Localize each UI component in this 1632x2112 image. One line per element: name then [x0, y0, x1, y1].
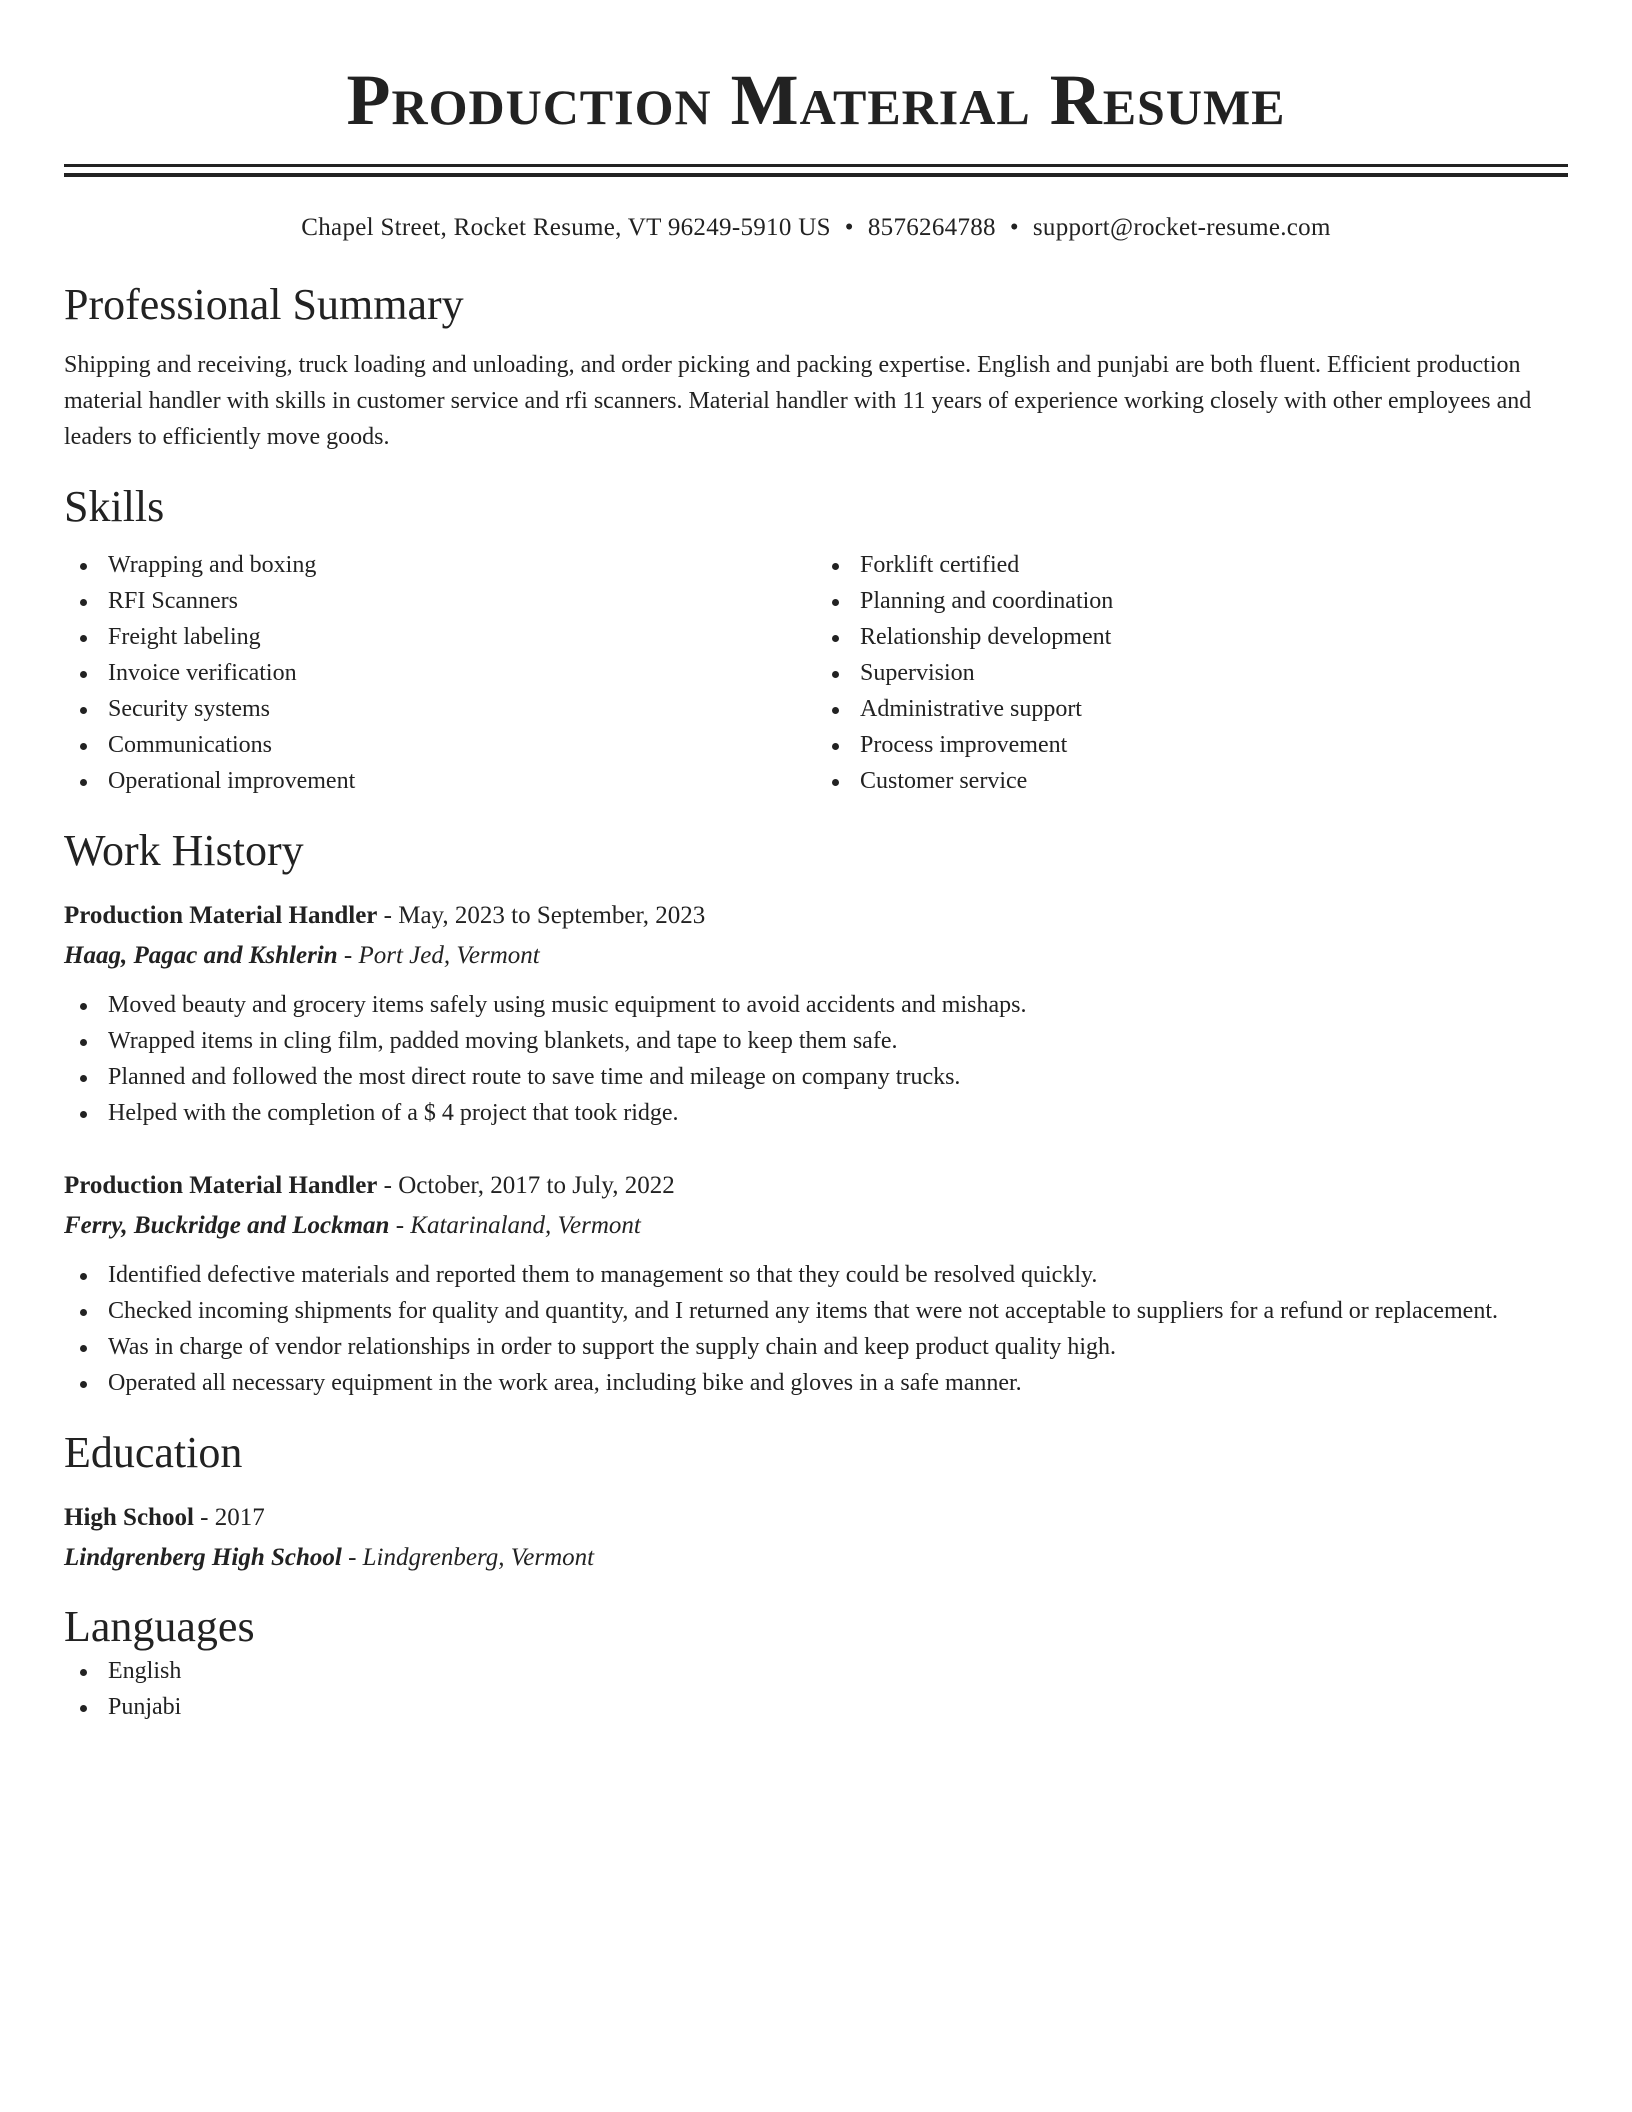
- education-school: Lindgrenberg High School: [64, 1544, 342, 1571]
- page-title: Production Material Resume: [346, 60, 1286, 140]
- education-dash: -: [341, 1544, 363, 1571]
- job-dash: -: [377, 1172, 399, 1199]
- languages-list: [64, 1653, 1568, 1725]
- job-duty: Operated all necessary equipment in the work area, including bike and gloves in a safe manner.: [64, 1365, 1568, 1401]
- contact-line: [64, 213, 1568, 243]
- skill-item: Supervision: [816, 655, 1568, 691]
- skill-item: Security systems: [64, 691, 816, 727]
- job-duties-list: [64, 987, 1568, 1131]
- skill-item: Communications: [64, 727, 816, 763]
- job-company: Ferry, Buckridge and Lockman: [64, 1212, 390, 1239]
- language-item: Punjabi: [64, 1689, 1568, 1725]
- job-location: Katarinaland, Vermont: [410, 1212, 641, 1239]
- education-entry: [64, 1501, 1568, 1575]
- education-degree-line: [64, 1501, 1568, 1535]
- skills-list-left: [64, 547, 816, 799]
- job-duty: Moved beauty and grocery items safely using music equipment to avoid accidents and mishaps.: [64, 987, 1568, 1023]
- skill-item: Forklift certified: [816, 547, 1568, 583]
- job-company: Haag, Pagac and Kshlerin: [64, 942, 338, 969]
- job-duty: Planned and followed the most direct route to save time and mileage on company trucks.: [64, 1059, 1568, 1095]
- job-duties-list: [64, 1257, 1568, 1401]
- skills-column-right: [816, 547, 1568, 799]
- job-duty: Checked incoming shipments for quality and quantity, and I returned any items that were not acceptable to suppliers for a refund or replacement.: [64, 1293, 1568, 1329]
- job-dash: -: [337, 942, 359, 969]
- skill-item: Freight labeling: [64, 619, 816, 655]
- job-location: Port Jed, Vermont: [358, 942, 540, 969]
- skills-list-right: [816, 547, 1568, 799]
- skill-item: Customer service: [816, 763, 1568, 799]
- job-entry: [64, 1169, 1568, 1401]
- skill-item: Operational improvement: [64, 763, 816, 799]
- skills-grid: [64, 547, 1568, 799]
- job-title: Production Material Handler: [64, 902, 378, 929]
- education-degree: High School: [64, 1504, 194, 1531]
- work-history-heading: Work History: [64, 826, 304, 875]
- job-title: Production Material Handler: [64, 1172, 378, 1199]
- job-title-line: [64, 1169, 1568, 1203]
- skill-item: Process improvement: [816, 727, 1568, 763]
- language-item: English: [64, 1653, 1568, 1689]
- job-dates: May, 2023 to September, 2023: [398, 902, 706, 929]
- job-duty: Wrapped items in cling film, padded moving blankets, and tape to keep them safe.: [64, 1023, 1568, 1059]
- title-divider: [64, 164, 1568, 177]
- contact-email: support@rocket-resume.com: [1032, 214, 1331, 241]
- skill-item: Invoice verification: [64, 655, 816, 691]
- skill-item: Administrative support: [816, 691, 1568, 727]
- education-year: 2017: [214, 1504, 265, 1531]
- education-heading: Education: [64, 1428, 243, 1477]
- skills-heading: Skills: [64, 482, 165, 531]
- job-duty: Helped with the completion of a $ 4 project that took ridge.: [64, 1095, 1568, 1131]
- contact-phone: 8576264788: [867, 214, 996, 241]
- job-dash: -: [389, 1212, 411, 1239]
- skill-item: Wrapping and boxing: [64, 547, 816, 583]
- skill-item: Relationship development: [816, 619, 1568, 655]
- job-duty: Was in charge of vendor relationships in order to support the supply chain and keep product quality high.: [64, 1329, 1568, 1365]
- job-title-line: [64, 899, 1568, 933]
- skills-column-left: [64, 547, 816, 799]
- skill-item: RFI Scanners: [64, 583, 816, 619]
- languages-heading: Languages: [64, 1602, 255, 1651]
- education-school-line: [64, 1541, 1568, 1575]
- skill-item: Planning and coordination: [816, 583, 1568, 619]
- job-company-line: [64, 1209, 1568, 1243]
- education-location: Lindgrenberg, Vermont: [362, 1544, 595, 1571]
- job-entry: [64, 899, 1568, 1131]
- summary-heading: Professional Summary: [64, 280, 464, 329]
- job-dates: October, 2017 to July, 2022: [398, 1172, 675, 1199]
- summary-text: Shipping and receiving, truck loading and unloading, and order picking and packing expertise. English and punjabi are both fluent. Efficient production material handler with skills in customer service and rfi scanners. Material handler with 11 years of experience working closely with other employees and leaders to efficiently move goods.: [64, 352, 1532, 450]
- job-company-line: [64, 939, 1568, 973]
- education-dash: -: [193, 1504, 215, 1531]
- contact-address: Chapel Street, Rocket Resume, VT 96249-5910 US: [301, 214, 831, 241]
- contact-separator: •: [844, 214, 854, 241]
- job-dash: -: [377, 902, 399, 929]
- contact-separator: •: [1009, 214, 1019, 241]
- job-duty: Identified defective materials and reported them to management so that they could be resolved quickly.: [64, 1257, 1568, 1293]
